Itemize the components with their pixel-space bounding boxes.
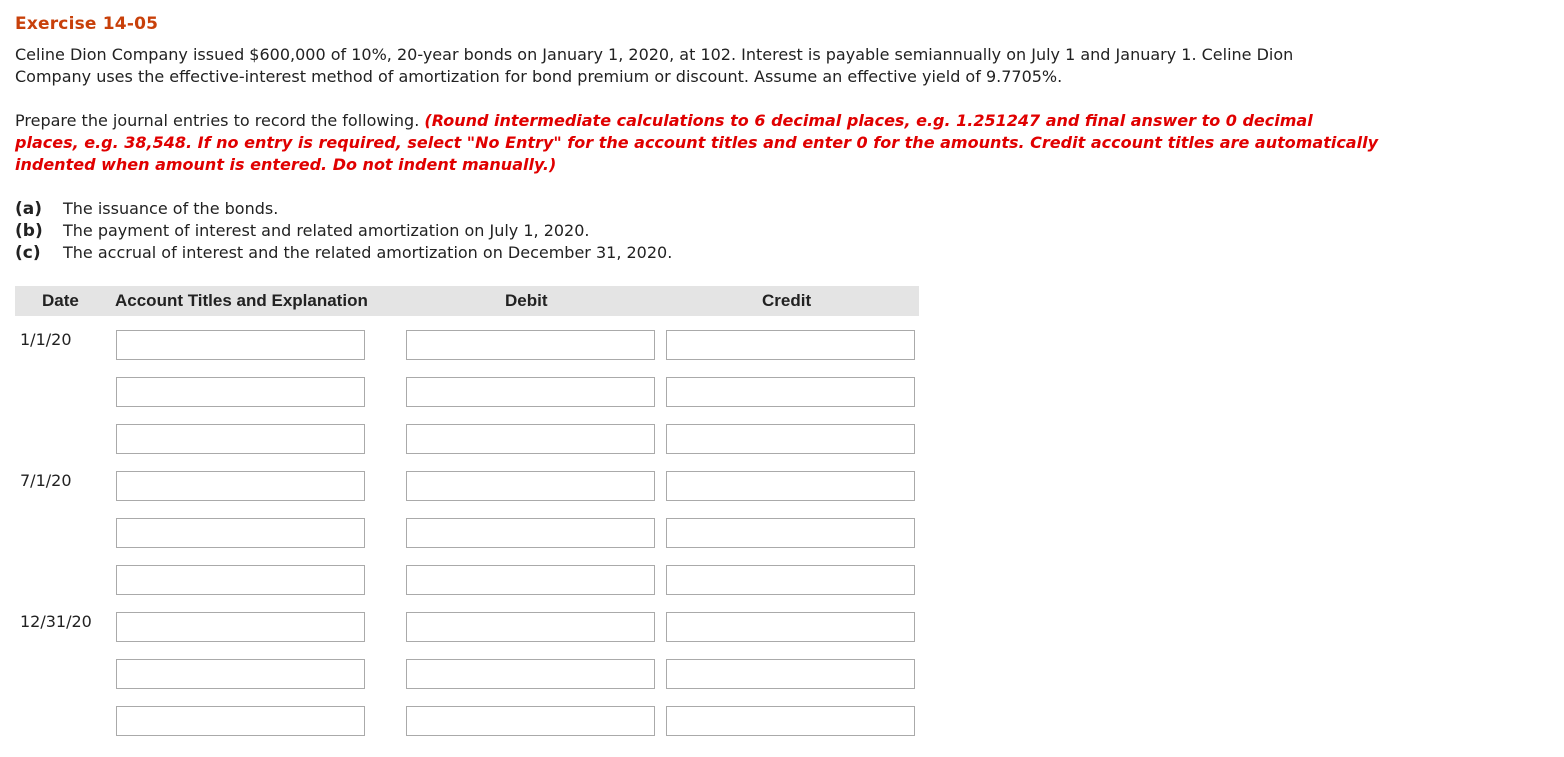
debit-input[interactable] (406, 330, 655, 360)
requirement-item (15, 242, 672, 264)
account-title-input[interactable] (116, 518, 365, 548)
account-title-input[interactable] (116, 471, 365, 501)
account-title-input[interactable] (116, 424, 365, 454)
instructions-note: places, e.g. 38,548. If no entry is required, select "No Entry" for the account titles and enter 0 for the amounts. Credit account titles are automatically (15, 133, 1378, 152)
credit-input[interactable] (666, 471, 915, 501)
header-date: Date (42, 291, 79, 310)
journal-row (15, 330, 919, 362)
debit-input[interactable] (406, 377, 655, 407)
journal-row (15, 424, 919, 456)
instructions-line-1 (15, 110, 1378, 132)
account-title-input[interactable] (116, 330, 365, 360)
journal-header-row (15, 286, 919, 316)
account-title-input[interactable] (116, 612, 365, 642)
problem-line: Celine Dion Company issued $600,000 of 10%, 20-year bonds on January 1, 2020, at 102. Interest is payable semiannually on July 1 and January 1. Celine Dion (15, 45, 1294, 64)
journal-row (15, 706, 919, 738)
debit-input[interactable] (406, 612, 655, 642)
credit-input[interactable] (666, 565, 915, 595)
header-account-titles: Account Titles and Explanation (115, 291, 368, 310)
header-debit: Debit (505, 291, 548, 310)
credit-input[interactable] (666, 424, 915, 454)
requirement-letter: (c) (15, 243, 41, 263)
debit-input[interactable] (406, 518, 655, 548)
account-title-input[interactable] (116, 706, 365, 736)
instructions-note: (Round intermediate calculations to 6 decimal places, e.g. 1.251247 and final answer to 0 decimal (424, 111, 1313, 130)
date-label: 1/1/20 (20, 330, 72, 349)
date-label: 7/1/20 (20, 471, 72, 490)
credit-input[interactable] (666, 706, 915, 736)
credit-input[interactable] (666, 377, 915, 407)
problem-line: Company uses the effective-interest method of amortization for bond premium or discount. Assume an effective yield of 9.7705%. (15, 67, 1063, 86)
journal-row (15, 659, 919, 691)
header-credit: Credit (762, 291, 812, 310)
credit-input[interactable] (666, 518, 915, 548)
instructions-lead: Prepare the journal entries to record the following. (15, 111, 425, 130)
credit-input[interactable] (666, 612, 915, 642)
journal-row (15, 377, 919, 409)
debit-input[interactable] (406, 706, 655, 736)
instructions (15, 110, 1378, 176)
journal-row (15, 518, 919, 550)
requirement-text: The payment of interest and related amortization on July 1, 2020. (63, 221, 590, 240)
requirement-text: The accrual of interest and the related amortization on December 31, 2020. (63, 243, 673, 262)
journal-row (15, 612, 919, 644)
requirement-letter: (b) (15, 221, 43, 241)
account-title-input[interactable] (116, 565, 365, 595)
requirement-item (15, 198, 672, 220)
debit-input[interactable] (406, 565, 655, 595)
exercise-title: Exercise 14-05 (15, 14, 159, 34)
problem-statement (15, 44, 1293, 88)
debit-input[interactable] (406, 424, 655, 454)
requirement-letter: (a) (15, 199, 43, 219)
date-label: 12/31/20 (20, 612, 92, 631)
account-title-input[interactable] (116, 377, 365, 407)
debit-input[interactable] (406, 659, 655, 689)
credit-input[interactable] (666, 659, 915, 689)
journal-entry-table (15, 286, 919, 631)
journal-row (15, 565, 919, 597)
credit-input[interactable] (666, 330, 915, 360)
journal-row (15, 471, 919, 503)
requirement-item (15, 220, 672, 242)
requirements-list (15, 198, 672, 264)
debit-input[interactable] (406, 471, 655, 501)
account-title-input[interactable] (116, 659, 365, 689)
requirement-text: The issuance of the bonds. (63, 199, 279, 218)
instructions-note: indented when amount is entered. Do not indent manually.) (15, 155, 557, 174)
